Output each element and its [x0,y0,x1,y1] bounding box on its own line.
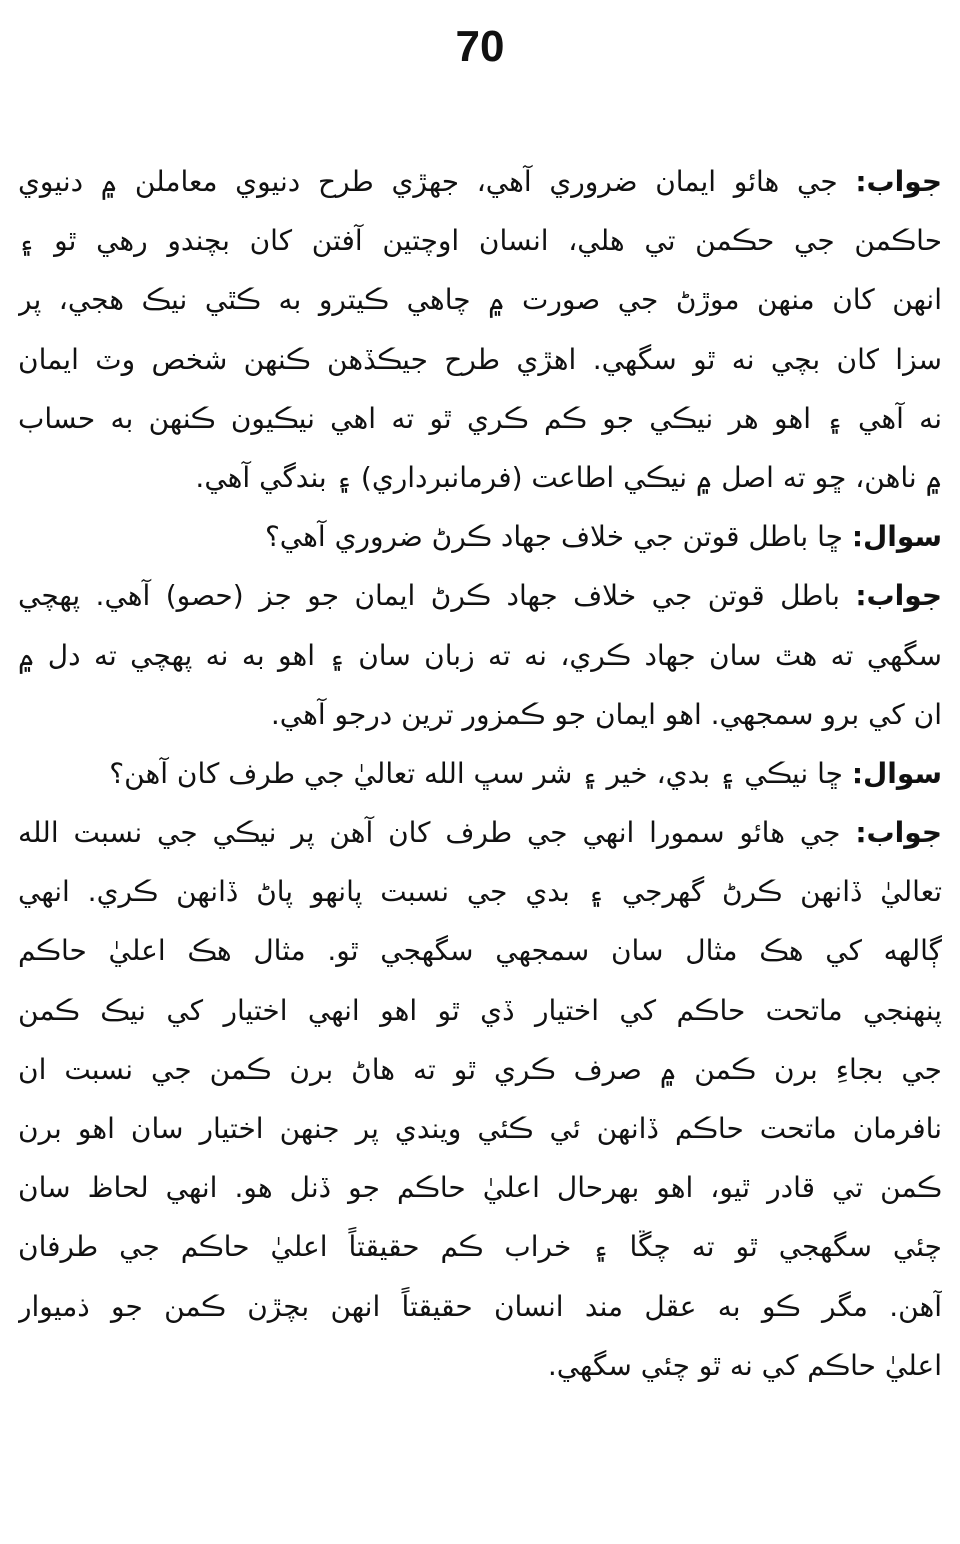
question-label: سوال: [851,520,942,554]
text-line: ان کي برو سمجهي. اهو ايمان جو ڪمزور ترين درجو آهي. [270,697,942,731]
line-text: ڇا نيڪي ۽ بدي، خير ۽ شر سڀ الله تعاليٰ جي طرف کان آهن؟ [109,756,852,790]
question-label: سوال: [851,756,942,790]
line-text: جي هائو ايمان ضروري آهي، جهڙي طرح دنيوي معاملن ۾ دنيوي [18,165,856,198]
text-line: آهن. مگر ڪو به عقل مند انسان حقيقتاً انهن بچڙن ڪمن جو ذميوار [18,1289,942,1323]
text-line [18,803,942,862]
text-line: تعاليٰ ڏانهن ڪرڻ گهرجي ۽ بدي جي نسبت پانهو پاڻ ڏانهن ڪري. انهي [18,875,942,909]
line-text: باطل قوتن جي خلاف جهاد ڪرڻ ايمان جو جز (حصو) آهي. پهچي [18,579,856,613]
question-block [18,744,942,803]
text-line: پنهنجي ماتحت حاڪم کي اختيار ڏي ٿو اهو انهي اختيار کي نيڪ ڪمن [18,993,942,1027]
answer-block [18,152,942,507]
text-line: ۾ ناهن، ڇو ته اصل ۾ نيڪي اطاعت (فرمانبرداري) ۽ بندگي آهي. [195,460,942,494]
line-text: ڇا باطل قوتن جي خلاف جهاد ڪرڻ ضروري آهي؟ [264,520,852,554]
question-block [18,507,942,566]
text-line: نه آهي ۽ اهو هر نيڪي جو ڪم ڪري ٿو ته اهي نيڪيون ڪنهن به حساب [18,401,942,435]
text-line: انهن کان منهن موڙڻ جي صورت ۾ چاهي ڪيترو به ڪٿي نيڪ هجي، پر [18,283,942,317]
text-line [18,152,942,211]
text-line: سگهي ته هٿ سان جهاد ڪري، نه ته زبان سان ۽ اهو به نه پهچي ته دل ۾ [18,638,942,672]
text-line: چئي سگهجي ٿو ته چڱا ۽ خراب ڪم حقيقتاً اعليٰ حاڪم جي طرفان [18,1230,942,1264]
answer-label: جواب: [855,816,942,850]
text-line: نافرمان ماتحت حاڪم ڏانهن ئي ڪئي ويندي پر جنهن اختيار سان اهو برن [18,1112,942,1145]
answer-block [18,803,942,1395]
answer-label: جواب: [855,579,942,613]
body-text [18,152,942,1395]
text-line: ڪمن تي قادر ٿيو، اهو بهرحال اعليٰ حاڪم جو ڏنل هو. انهي لحاظ سان [18,1171,942,1205]
text-line [18,566,942,625]
text-line: سزا کان بچي نه ٿو سگهي. اهڙي طرح جيڪڏهن ڪنهن شخص وٽ ايمان [18,342,942,376]
answer-block [18,566,942,744]
text-line: جي بجاءِ برن ڪمن ۾ صرف ڪري ٿو ته هاڻ برن ڪمن جي نسبت ان [18,1052,942,1086]
text-line: ڳالهه کي هڪ مثال سان سمجهي سگهجي ٿو. مثال هڪ اعليٰ حاڪم [18,934,942,968]
answer-label: جواب: [855,165,942,198]
text-line [18,744,942,803]
page-number: 70 [455,22,505,71]
text-line: اعليٰ حاڪم کي نه ٿو چئي سگهي. [547,1348,942,1382]
text-line: حاڪمن جي حڪمن تي هلي، انسان اوچتين آفتن کان بچندو رهي ٿو ۽ [18,224,942,258]
text-line [18,507,942,566]
line-text: جي هائو سمورا انهي جي طرف کان آهن پر نيڪي جي نسبت الله [18,816,856,850]
